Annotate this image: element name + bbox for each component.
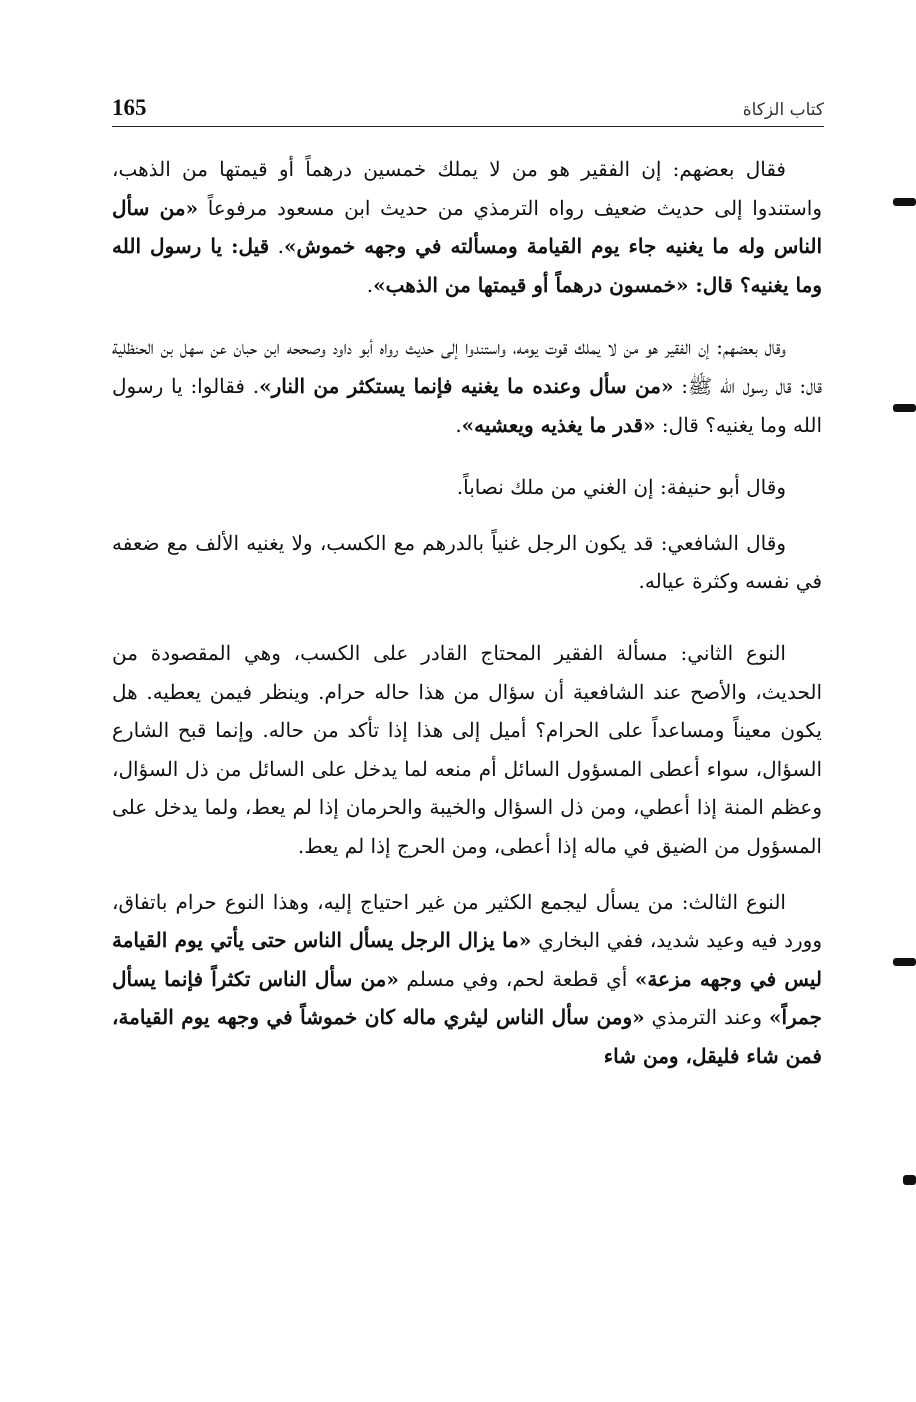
- paragraph-6: [112, 883, 822, 1076]
- hadith-quote: «من سأل الناس وله ما يغنيه جاء يوم القيامة ومسألته في وجهه خموش»: [112, 195, 823, 259]
- paragraph-4: [112, 524, 822, 601]
- page-header: [112, 86, 824, 127]
- text-span: وقال الشافعي: قد يكون الرجل غنياً بالدرهم مع الكسب، ولا يغنيه الألف مع ضعفه في نفسه وكثرة عياله.: [112, 530, 822, 594]
- text-span: .: [455, 412, 462, 437]
- margin-mark: [893, 404, 916, 412]
- text-span: وقال بعضهم: إن الفقير هو من لا يملك قوت يومه، واستندوا إلى حديث رواه أبو داود وصححه ابن حبان عن سهل بن الحنظلية قال: قال رسول الله ﷺ:: [112, 335, 822, 398]
- hadith-quote: «قدر ما يغذيه ويعشيه»: [461, 412, 656, 437]
- hadith-quote: «من سأل الناس تكثراً فإنما يسأل جمراً»: [112, 966, 822, 1030]
- text-span: وقال أبو حنيفة: إن الغني من ملك نصاباً.: [456, 475, 786, 500]
- margin-mark: [903, 1175, 916, 1185]
- text-span: . فقالوا: يا رسول الله وما يغنيه؟ قال:: [112, 373, 822, 437]
- paragraph-1: [112, 150, 822, 304]
- page-body: [112, 150, 822, 1099]
- text-span: .: [366, 272, 374, 297]
- paragraph-3: [112, 468, 822, 507]
- text-span: .: [269, 234, 285, 259]
- text-span: النوع الثالث: من يسأل ليجمع الكثير من غير احتياج إليه، وهذا النوع حرام باتفاق، وورد فيه وعيد شديد، ففي البخاري: [112, 889, 822, 953]
- text-span: أي قطعة لحم، وفي مسلم: [398, 966, 635, 991]
- paragraph-5: [112, 634, 822, 866]
- page-number: 165: [112, 95, 147, 120]
- margin-mark: [893, 958, 916, 966]
- text-span: فقال بعضهم: إن الفقير هو من لا يملك خمسين درهماً أو قيمتها من الذهب، واستندوا إلى حديث ضعيف رواه الترمذي من حديث ابن مسعود مرفوعاً: [112, 157, 822, 220]
- hadith-quote: قيل: يا رسول الله وما يغنيه؟ قال: «خمسون درهماً أو قيمتها من الذهب»: [112, 234, 822, 297]
- margin-mark: [893, 198, 916, 206]
- text-span: وعند الترمذي: [644, 1005, 769, 1030]
- paragraph-2: [112, 328, 822, 444]
- text-span: النوع الثاني: مسألة الفقير المحتاج القادر على الكسب، وهي المقصودة من الحديث، والأصح عند الشافعية أن سؤال من هذا حاله حرام. وينظر فيمن يعطيه. هل يكون معيناً ومساعداً على الحرام؟ أميل إلى هذا إذا تأكد من حاله. وإنما قبح الشارع السؤال، سواء أعطى المسؤول السائل أم منعه لما يدخل على السائل من ذل السؤال، وعظم المنة إذا أعطي، ومن ذل السؤال والخيبة والحرمان إذا لم يعط، ولما يدخل على المسؤول من الضيق في ماله إذا أعطى، ومن الحرج إذا لم يعط.: [112, 640, 822, 858]
- hadith-quote: «من سأل وعنده ما يغنيه فإنما يستكثر من النار»: [259, 373, 674, 398]
- hadith-quote: «ومن سأل الناس ليثري ماله كان خموشاً في وجهه يوم القيامة، فمن شاء فليقل، ومن شاء: [112, 1005, 822, 1068]
- hadith-quote: «ما يزال الرجل يسأل الناس حتى يأتي يوم القيامة ليس في وجهه مزعة»: [112, 928, 822, 991]
- running-title: كتاب الزكاة: [742, 100, 824, 120]
